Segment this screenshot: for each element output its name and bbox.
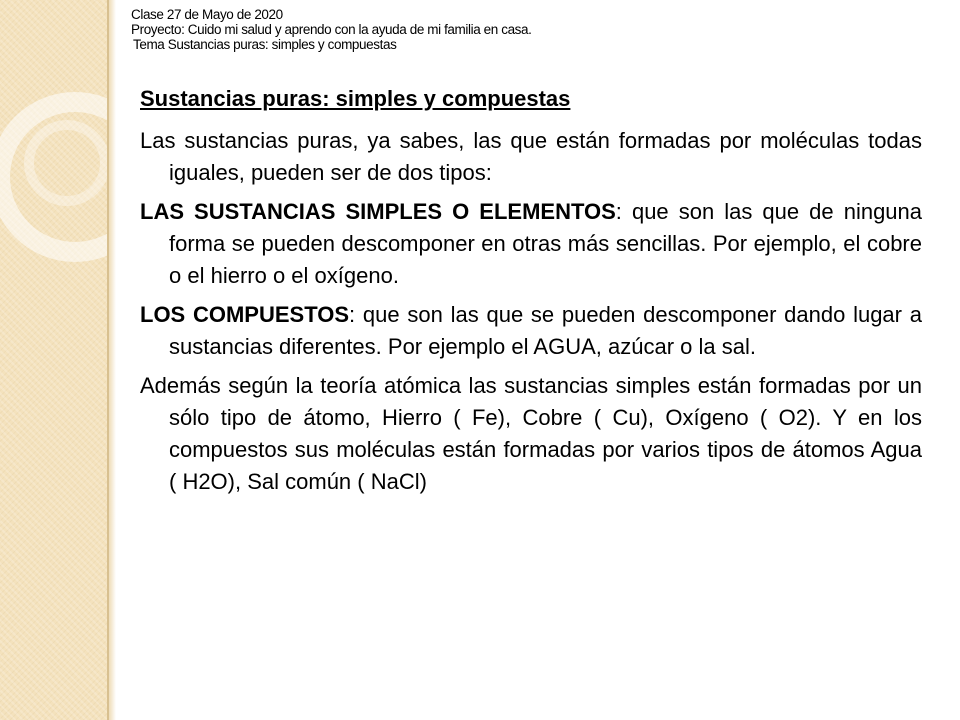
decorative-ring-inner [24,120,107,206]
term-simple-substances: LAS SUSTANCIAS SIMPLES O ELEMENTOS [140,199,616,224]
header-project: Proyecto: Cuido mi salud y aprendo con la ayuda de mi familia en casa. [131,22,532,37]
sidebar-edge [107,0,116,720]
term-compounds: LOS COMPUESTOS [140,302,350,327]
paragraph-compounds [140,299,922,363]
slide-title: Sustancias puras: simples y compuestas [140,86,571,111]
header-date: Clase 27 de Mayo de 2020 [131,7,283,22]
decorative-sidebar [0,0,107,720]
slide-header [131,7,531,52]
paragraph-atomic-theory: Además según la teoría atómica las sustancias simples están formadas por un sólo tipo de átomo, Hierro ( Fe), Cobre ( Cu), Oxígeno ( O2). Y en los compuestos sus moléculas están formadas por varios tipos de átomos Agua ( H2O), Sal común ( NaCl) [140,373,922,494]
slide-body [140,125,922,505]
paragraph-simple-substances [140,196,922,292]
definition-compounds: : que son las que se pueden descomponer dando lugar a sustancias diferentes. Por ejemplo el AGUA, azúcar o la sal. [169,302,922,359]
paragraph-intro: Las sustancias puras, ya sabes, las que están formadas por moléculas todas iguales, pueden ser de dos tipos: [140,128,922,185]
header-topic: Tema Sustancias puras: simples y compuestas [133,37,397,52]
definition-simple-substances: : que son las que de ninguna forma se pueden descomponer en otras más sencillas. Por ejemplo, el cobre o el hierro o el oxígeno. [169,199,923,288]
